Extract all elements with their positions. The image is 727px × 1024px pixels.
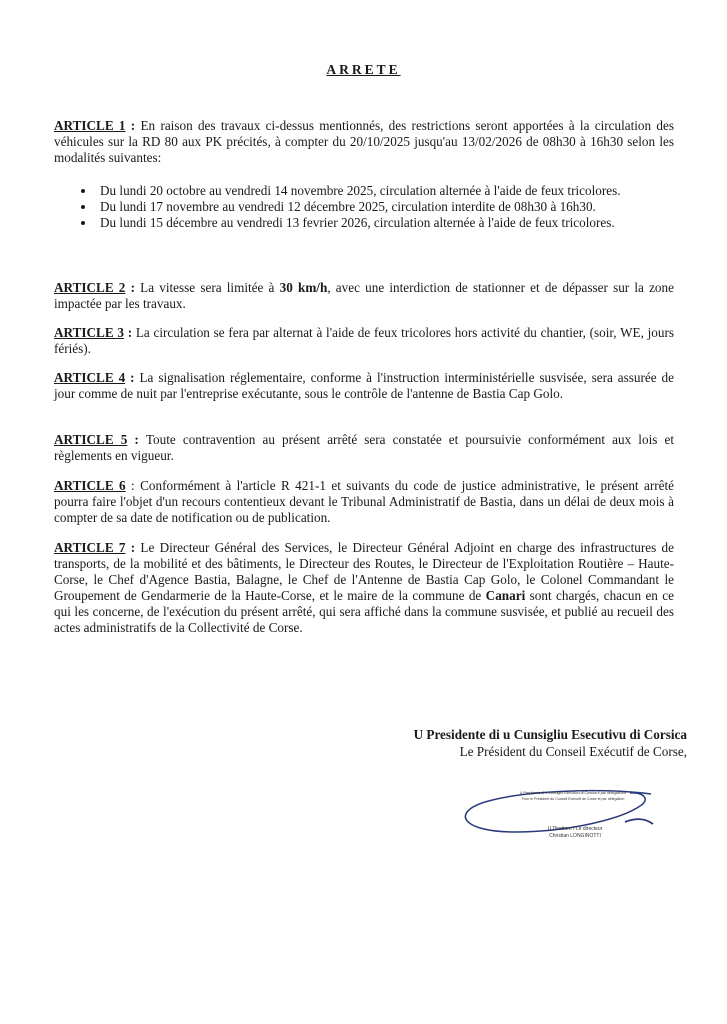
bullet-item: • Du lundi 17 novembre au vendredi 12 décembre 2025, circulation interdite de 08h30 à 16h30. — [96, 199, 694, 215]
article-6 — [54, 478, 674, 526]
article-label: ARTICLE 6 — [54, 478, 126, 493]
article-label: ARTICLE 7 — [54, 540, 126, 555]
bullet-item: • Du lundi 20 octobre au vendredi 14 novembre 2025, circulation alternée à l'aide de feux tricolores. — [96, 183, 694, 199]
article-text: Toute contravention au présent arrêté sera constatée et poursuivie conformément aux lois et règlements en vigueur. — [54, 432, 674, 463]
article-separator: : — [127, 432, 146, 447]
article-separator: : — [125, 280, 141, 295]
article-text: La signalisation réglementaire, conforme à l'instruction interministérielle susvisée, sera assurée de jour comme de nuit par l'entreprise exécutante, sous le contrôle de l'antenne de Bastia Cap Golo. — [54, 370, 674, 401]
article-1 — [54, 118, 674, 166]
signatory-title-french: Le Président du Conseil Exécutif de Corse, — [459, 744, 687, 759]
article-label: ARTICLE 2 — [54, 280, 126, 295]
article-text: La circulation se fera par alternat à l'aide de feux tricolores hors activité du chantier, (soir, WE, jours fériés). — [54, 325, 674, 356]
stamp-line-3: U Direttore / Le directeur — [547, 826, 603, 832]
article-label: ARTICLE 4 — [54, 370, 126, 385]
stamp-line-1: U Presidente di u Cunsigliu Esecutivu di Corsica è par delegazione — [519, 791, 627, 795]
bullet-item: • Du lundi 15 décembre au vendredi 13 fevrier 2026, circulation alternée à l'aide de feux tricolores. — [96, 215, 694, 231]
article-separator: : — [125, 540, 141, 555]
article-text: , avec une interdiction de stationner et de dépasser sur la zone impactée par les travaux. — [54, 280, 674, 311]
signature-block — [414, 726, 687, 760]
article-separator: : — [125, 478, 141, 493]
signatory-title-corsican: U Presidente di u Cunsigliu Esecutivu di Corsica — [413, 727, 687, 742]
article-label: ARTICLE 5 — [54, 432, 128, 447]
article-text: Le Directeur Général des Services, le Directeur Général Adjoint en charge des infrastructures de transports, de la mobilité et des bâtiments, le Directeur des Routes, le Directeur de l'Exploitation Routière – Haute-Corse, le Chef d'Agence Bastia, Balagne, le Chef de l'Antenne de Bastia Cap Golo, le Colonel Commandant le Groupement de Gendarmerie de la Haute-Corse, et le maire de la commune de — [54, 540, 674, 603]
article-separator: : — [125, 370, 140, 385]
article-4 — [54, 370, 674, 402]
article-3 — [54, 325, 674, 357]
article-5 — [54, 432, 674, 464]
stamp-line-4: Christian LONGINOTTI — [549, 833, 601, 839]
article-text: La vitesse sera limitée à — [140, 280, 280, 295]
signature-stamp — [455, 780, 670, 850]
article-text: sont chargés, chacun en ce qui les concerne, de l'exécution du présent arrêté, qui sera affiché dans la commune susvisée, et publié au recueil des actes administratifs de la Collectivité de Corse. — [54, 588, 674, 635]
article-separator: : — [123, 325, 136, 340]
article-1-bullet-list — [76, 183, 694, 231]
stamp-line-2: Pour le Président du Conseil Exécutif de Corse et par délégation — [521, 797, 625, 801]
article-text: En raison des travaux ci-dessus mentionnés, des restrictions seront apportées à la circulation des véhicules sur la RD 80 aux PK précités, à compter du 20/10/2025 jusqu'au 13/02/2026 de 08h30 à 16h30 selon les modalités suivantes: — [54, 118, 674, 165]
article-7 — [54, 540, 674, 636]
article-2 — [54, 280, 674, 312]
article-label: ARTICLE 3 — [54, 325, 124, 340]
speed-limit: 30 km/h — [279, 280, 328, 295]
document-title: ARRETE — [326, 62, 401, 77]
commune-name: Canari — [485, 588, 526, 603]
article-separator: : — [125, 118, 141, 133]
article-text: Conformément à l'article R 421-1 et suivants du code de justice administrative, le présent arrêté pourra faire l'objet d'un recours contentieux devant le Tribunal Administratif de Bastia, dans un délai de deux mois à compter de sa date de notification ou de publication. — [54, 478, 674, 525]
article-label: ARTICLE 1 — [54, 118, 126, 133]
